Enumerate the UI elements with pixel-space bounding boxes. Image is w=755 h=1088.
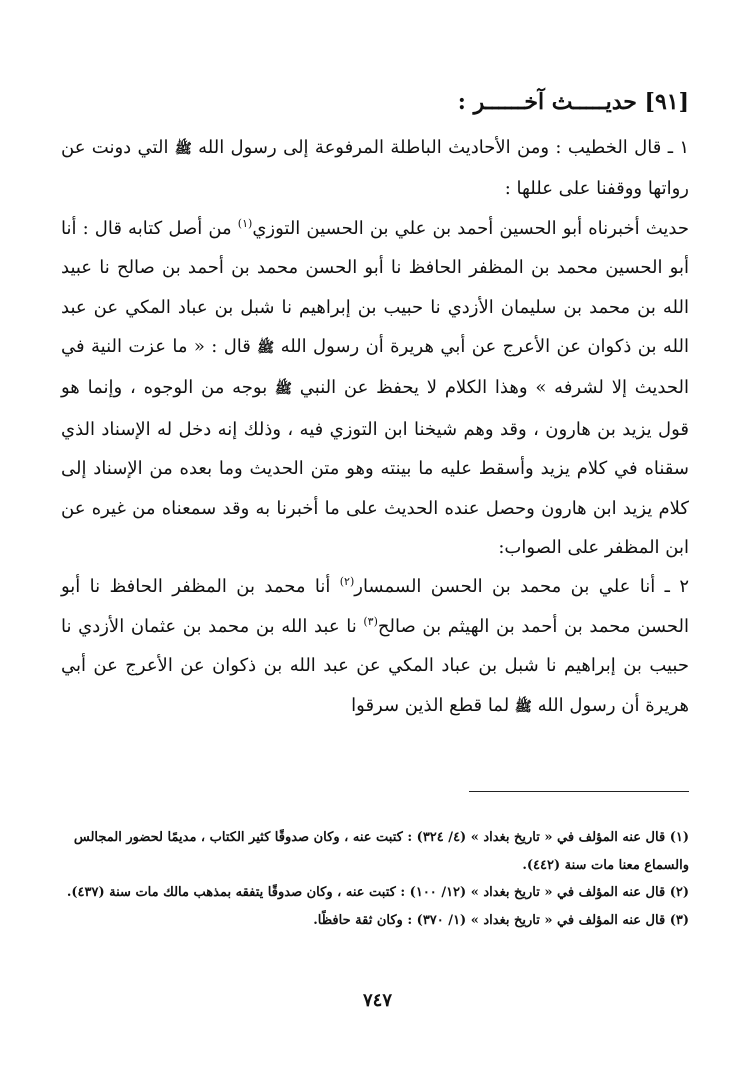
footnote-ref-3: (٣)	[363, 614, 378, 628]
paragraph-2-part-b: من أصل كتابه قال : أنا أبو الحسين محمد بن المظفر الحافظ نا أبو الحسن محمد بن أحمد بن صالح نا عبيد الله بن محمد بن سليمان الأزدي نا حبيب بن إبراهيم نا شبل بن عباد المكي عن عبد الله بن ذكوان عن الأعرج عن أبي هريرة أن رسول الله	[61, 217, 689, 358]
hadith-heading: [٩١] حديـــــث آخــــــر :	[457, 89, 689, 115]
footnote-3: (٣) قال عنه المؤلف في « تاريخ بغداد » (١/ ٣٧٠) : وكان ثقة حافظًا.	[313, 912, 689, 928]
paragraph-1	[61, 128, 689, 209]
paragraph-1-part-b: التي دونت عن رواتها ووقفنا على عللها :	[61, 137, 689, 200]
salutation-glyph: ﷺ	[257, 340, 275, 357]
footnote-1: (١) قال عنه المؤلف في « تاريخ بغداد » (٤/ ٣٢٤) : كتبت عنه ، وكان صدوقًا كثير الكتاب ، مديمًا لحضور المجالس والسماع معنا مات سنة (٤٤٢).	[73, 830, 689, 873]
paragraph-3-part-d: لما قطع الذين سرقوا	[351, 694, 515, 716]
salutation-glyph: ﷺ	[514, 698, 532, 715]
paragraph-2-part-d: بوجه من الوجوه ، وإنما هو قول يزيد بن هارون ، وقد وهم شيخنا ابن التوزي فيه ، وذلك إنه دخل له الإسناد الذي سقناه في كلام يزيد وأسقط عليه ما بينته وهو متن الحديث وما بعده من الإسناد إلى كلام يزيد ابن هارون وحصل عنده الحديث على ما أخبرنا به وقد سمعناه من غيره عن ابن المظفر على الصواب:	[61, 377, 689, 559]
paragraph-3-part-a: ٢ ـ أنا علي بن محمد بن الحسن السمسار	[354, 576, 689, 598]
salutation-glyph: ﷺ	[275, 381, 292, 398]
main-text	[61, 128, 689, 727]
paragraph-3	[61, 567, 689, 727]
paragraph-3-part-b: أنا محمد بن المظفر الحافظ نا أبو الحسن محمد بن أحمد بن الهيثم بن صالح	[61, 576, 689, 637]
salutation-glyph: ﷺ	[174, 141, 192, 157]
footnotes	[61, 824, 689, 934]
paragraph-2-part-a: حديث أخبرناه أبو الحسين أحمد بن علي بن الحسين التوزي	[252, 217, 689, 239]
paragraph-3-part-c: نا عبد الله بن محمد بن عثمان الأزدي نا حبيب بن إبراهيم نا شبل بن عباد المكي عن عبد الله بن ذكوان عن الأعرج عن أبي هريرة أن رسول الله	[61, 615, 689, 716]
footnote-divider	[469, 791, 689, 792]
page-number: ٧٤٧	[362, 990, 392, 1011]
footnote-2: (٢) قال عنه المؤلف في « تاريخ بغداد » (١٢/ ١٠٠) : كتبت عنه ، وكان صدوقًا يتفقه بمذهب مالك مات سنة (٤٣٧).	[66, 885, 689, 900]
paragraph-1-part-a: ١ ـ قال الخطيب : ومن الأحاديث الباطلة المرفوعة إلى رسول الله	[191, 137, 689, 158]
paragraph-2	[61, 209, 689, 568]
paragraph-2-part-c: قال : « ما عزت النية في الحديث إلا لشرفه » وهذا الكلام لا يحفظ عن النبي	[61, 336, 689, 399]
footnote-ref-2: (٢)	[339, 575, 355, 589]
footnote-ref-1: (١)	[237, 216, 253, 230]
